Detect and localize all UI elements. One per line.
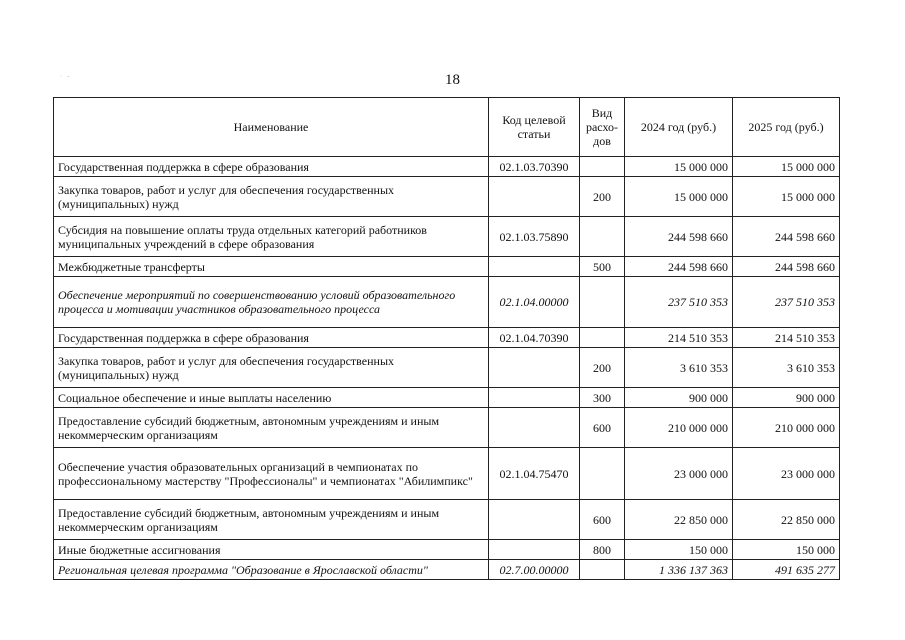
row-code-cell: 02.1.03.70390 xyxy=(489,157,580,177)
row-2025-cell: 491 635 277 xyxy=(733,560,840,580)
table-row xyxy=(54,540,840,560)
row-2024-cell: 210 000 000 xyxy=(625,408,733,448)
row-2025-cell: 900 000 xyxy=(733,388,840,408)
table-row xyxy=(54,328,840,348)
row-type-cell: 200 xyxy=(580,348,625,388)
table-row xyxy=(54,157,840,177)
row-2024-cell: 244 598 660 xyxy=(625,257,733,277)
row-name-cell: Региональная целевая программа "Образование в Ярославской области" xyxy=(54,560,489,580)
row-type-cell: 200 xyxy=(580,177,625,217)
scan-speck: · - xyxy=(60,74,72,80)
row-name-cell: Социальное обеспечение и иные выплаты населению xyxy=(54,388,489,408)
table-row xyxy=(54,348,840,388)
row-code-cell: 02.1.04.00000 xyxy=(489,277,580,328)
table-row xyxy=(54,560,840,580)
row-type-cell xyxy=(580,277,625,328)
row-type-cell xyxy=(580,328,625,348)
row-2025-cell: 15 000 000 xyxy=(733,157,840,177)
row-2024-cell: 22 850 000 xyxy=(625,500,733,540)
row-2025-cell: 214 510 353 xyxy=(733,328,840,348)
row-type-cell: 300 xyxy=(580,388,625,408)
row-type-cell xyxy=(580,560,625,580)
row-name-cell: Государственная поддержка в сфере образования xyxy=(54,157,489,177)
row-name-cell: Субсидия на повышение оплаты труда отдельных категорий работников муниципальных учреждений в сфере образования xyxy=(54,217,489,257)
header-code: Код целевой статьи xyxy=(489,98,580,157)
row-type-cell: 600 xyxy=(580,408,625,448)
row-name-cell: Предоставление субсидий бюджетным, автономным учреждениям и иным некоммерческим организациям xyxy=(54,408,489,448)
row-code-cell xyxy=(489,177,580,217)
row-name-cell: Государственная поддержка в сфере образования xyxy=(54,328,489,348)
row-2024-cell: 23 000 000 xyxy=(625,448,733,500)
row-type-cell: 800 xyxy=(580,540,625,560)
row-2024-cell: 1 336 137 363 xyxy=(625,560,733,580)
table-row xyxy=(54,408,840,448)
row-name-cell: Закупка товаров, работ и услуг для обеспечения государственных (муниципальных) нужд xyxy=(54,348,489,388)
row-2024-cell: 214 510 353 xyxy=(625,328,733,348)
row-name-cell: Межбюджетные трансферты xyxy=(54,257,489,277)
row-2024-cell: 244 598 660 xyxy=(625,217,733,257)
table-row xyxy=(54,500,840,540)
row-code-cell xyxy=(489,540,580,560)
header-2025: 2025 год (руб.) xyxy=(733,98,840,157)
row-code-cell xyxy=(489,408,580,448)
table-row xyxy=(54,448,840,500)
row-2024-cell: 900 000 xyxy=(625,388,733,408)
table-row xyxy=(54,217,840,257)
row-2025-cell: 237 510 353 xyxy=(733,277,840,328)
budget-table xyxy=(53,97,840,580)
row-2025-cell: 244 598 660 xyxy=(733,217,840,257)
row-2025-cell: 15 000 000 xyxy=(733,177,840,217)
row-2024-cell: 15 000 000 xyxy=(625,157,733,177)
row-2025-cell: 23 000 000 xyxy=(733,448,840,500)
header-2024: 2024 год (руб.) xyxy=(625,98,733,157)
row-code-cell: 02.1.03.75890 xyxy=(489,217,580,257)
table-row xyxy=(54,257,840,277)
row-code-cell xyxy=(489,348,580,388)
row-type-cell: 500 xyxy=(580,257,625,277)
header-name: Наименование xyxy=(54,98,489,157)
row-2024-cell: 3 610 353 xyxy=(625,348,733,388)
row-2024-cell: 237 510 353 xyxy=(625,277,733,328)
row-name-cell: Обеспечение участия образовательных организаций в чемпионатах по профессиональному мастерству "Профессионалы" и чемпионатах "Абилимпикс" xyxy=(54,448,489,500)
table-body xyxy=(54,157,840,580)
row-code-cell xyxy=(489,257,580,277)
row-2024-cell: 150 000 xyxy=(625,540,733,560)
row-code-cell: 02.7.00.00000 xyxy=(489,560,580,580)
row-2025-cell: 150 000 xyxy=(733,540,840,560)
row-type-cell xyxy=(580,448,625,500)
row-code-cell xyxy=(489,388,580,408)
header-type: Вид расхо-дов xyxy=(580,98,625,157)
row-name-cell: Закупка товаров, работ и услуг для обеспечения государственных (муниципальных) нужд xyxy=(54,177,489,217)
page-number: 18 xyxy=(445,72,460,88)
row-2025-cell: 3 610 353 xyxy=(733,348,840,388)
table-row xyxy=(54,388,840,408)
row-type-cell: 600 xyxy=(580,500,625,540)
row-code-cell: 02.1.04.75470 xyxy=(489,448,580,500)
row-2025-cell: 244 598 660 xyxy=(733,257,840,277)
table-header-row xyxy=(54,98,840,157)
row-2025-cell: 22 850 000 xyxy=(733,500,840,540)
table-row xyxy=(54,277,840,328)
row-name-cell: Обеспечение мероприятий по совершенствованию условий образовательного процесса и мотивации участников образовательного процесса xyxy=(54,277,489,328)
row-code-cell: 02.1.04.70390 xyxy=(489,328,580,348)
row-type-cell xyxy=(580,217,625,257)
row-2024-cell: 15 000 000 xyxy=(625,177,733,217)
row-name-cell: Иные бюджетные ассигнования xyxy=(54,540,489,560)
row-code-cell xyxy=(489,500,580,540)
row-type-cell xyxy=(580,157,625,177)
row-2025-cell: 210 000 000 xyxy=(733,408,840,448)
table-row xyxy=(54,177,840,217)
row-name-cell: Предоставление субсидий бюджетным, автономным учреждениям и иным некоммерческим организациям xyxy=(54,500,489,540)
